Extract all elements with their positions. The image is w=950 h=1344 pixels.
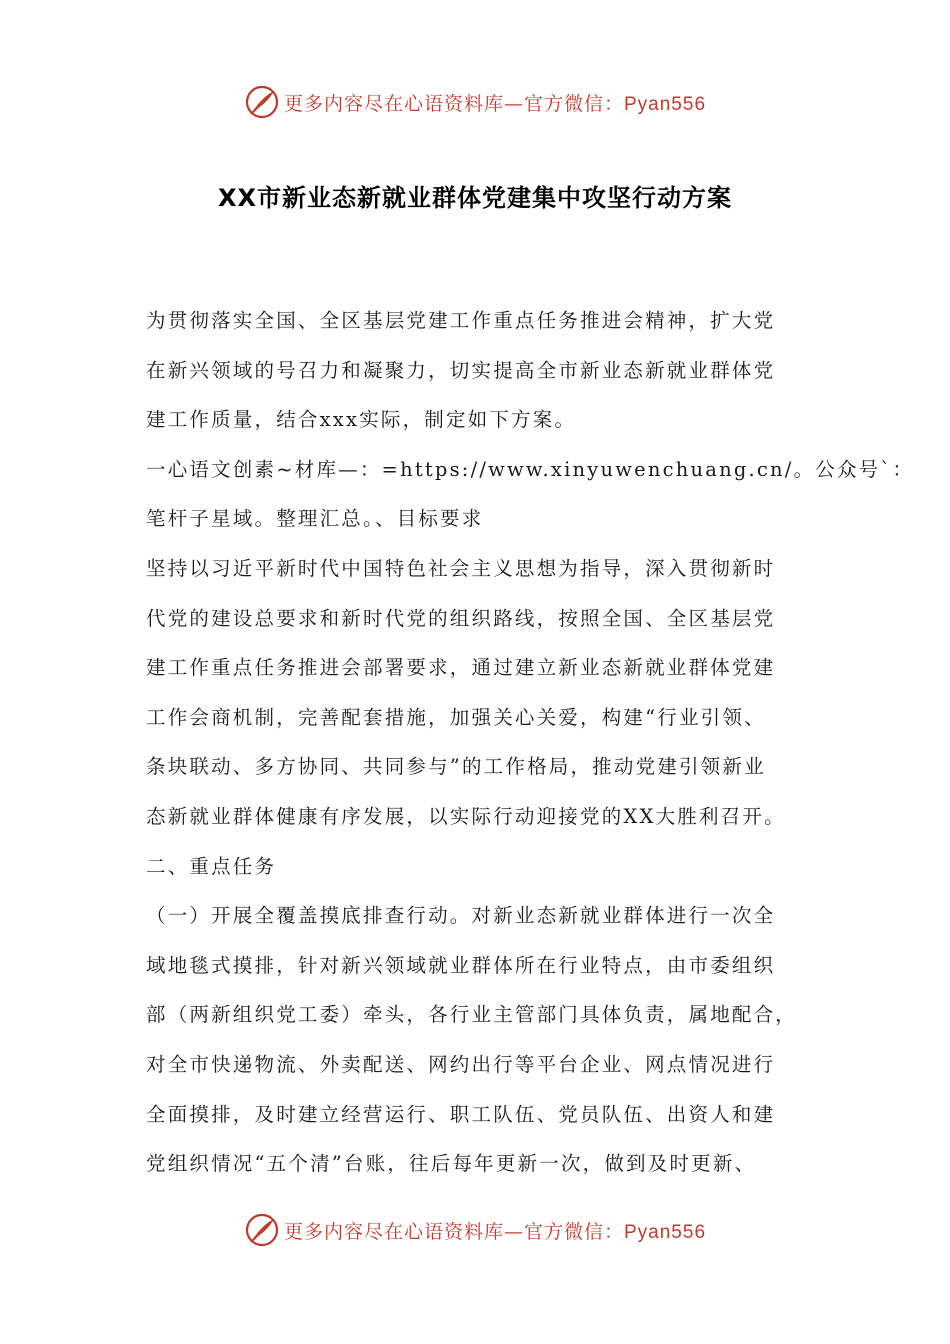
watermark-text: 更多内容尽在心语资料库—官方微信：Pyan556 [283,92,707,115]
wechat-id: Pyan556 [624,93,707,115]
body-line: 工作会商机制，完善配套措施，加强关心关爱，构建“行业引领、 [146,705,766,729]
body-line: 态新就业群体健康有序发展，以实际行动迎接党的XX大胜利召开。 [146,804,786,828]
section-heading: 二、重点任务 [146,854,277,878]
body-line: 全面摸排，及时建立经营运行、职工队伍、党员队伍、出资人和建 [146,1102,776,1126]
body-line: 对全市快递物流、外卖配送、网约出行等平台企业、网点情况进行 [146,1052,776,1076]
body-line: （一）开展全覆盖摸底排查行动。对新业态新就业群体进行一次全 [146,904,776,928]
wechat-id: Pyan556 [624,1221,707,1243]
body-line: 坚持以习近平新时代中国特色社会主义思想为指导，深入贯彻新时 [146,556,776,580]
body-line: 代党的建设总要求和新时代党的组织路线，按照全国、全区基层党 [146,606,776,630]
feather-pen-logo-icon [244,84,280,120]
body-line: 笔杆子星域。整理汇总。、目标要求 [146,507,484,531]
watermark-banner-top [0,80,950,124]
body-line: 域地毯式摸排，针对新兴领域就业群体所在行业特点，由市委组织 [146,953,776,977]
body-line: 为贯彻落实全国、全区基层党建工作重点任务推进会精神，扩大党 [146,309,776,332]
body-line: 条块联动、多方协同、共同参与”的工作格局，推动党建引领新业 [146,755,766,779]
watermark-text: 更多内容尽在心语资料库—官方微信：Pyan556 [283,1220,707,1243]
body-line: 建工作重点任务推进会部署要求，通过建立新业态新就业群体党建 [146,656,776,680]
body-line: 建工作质量，结合xxx实际，制定如下方案。 [146,408,577,432]
document-body [146,296,915,1189]
body-line: 一心语文创素~材库—：=https://www.xinyuwenchuang.cn/。公众号`： [146,457,915,481]
body-line: 部（两新组织党工委）牵头，各行业主管部门具体负责，属地配合， [146,1003,798,1027]
body-line: 党组织情况“五个清”台账，往后每年更新一次，做到及时更新、 [146,1152,757,1176]
document-title: XX市新业态新就业群体党建集中攻坚行动方案 [217,184,732,212]
body-line: 在新兴领域的号召力和凝聚力，切实提高全市新业态新就业群体党 [146,358,776,382]
watermark-banner-bottom [0,1208,950,1252]
feather-pen-logo-icon [244,1212,280,1248]
